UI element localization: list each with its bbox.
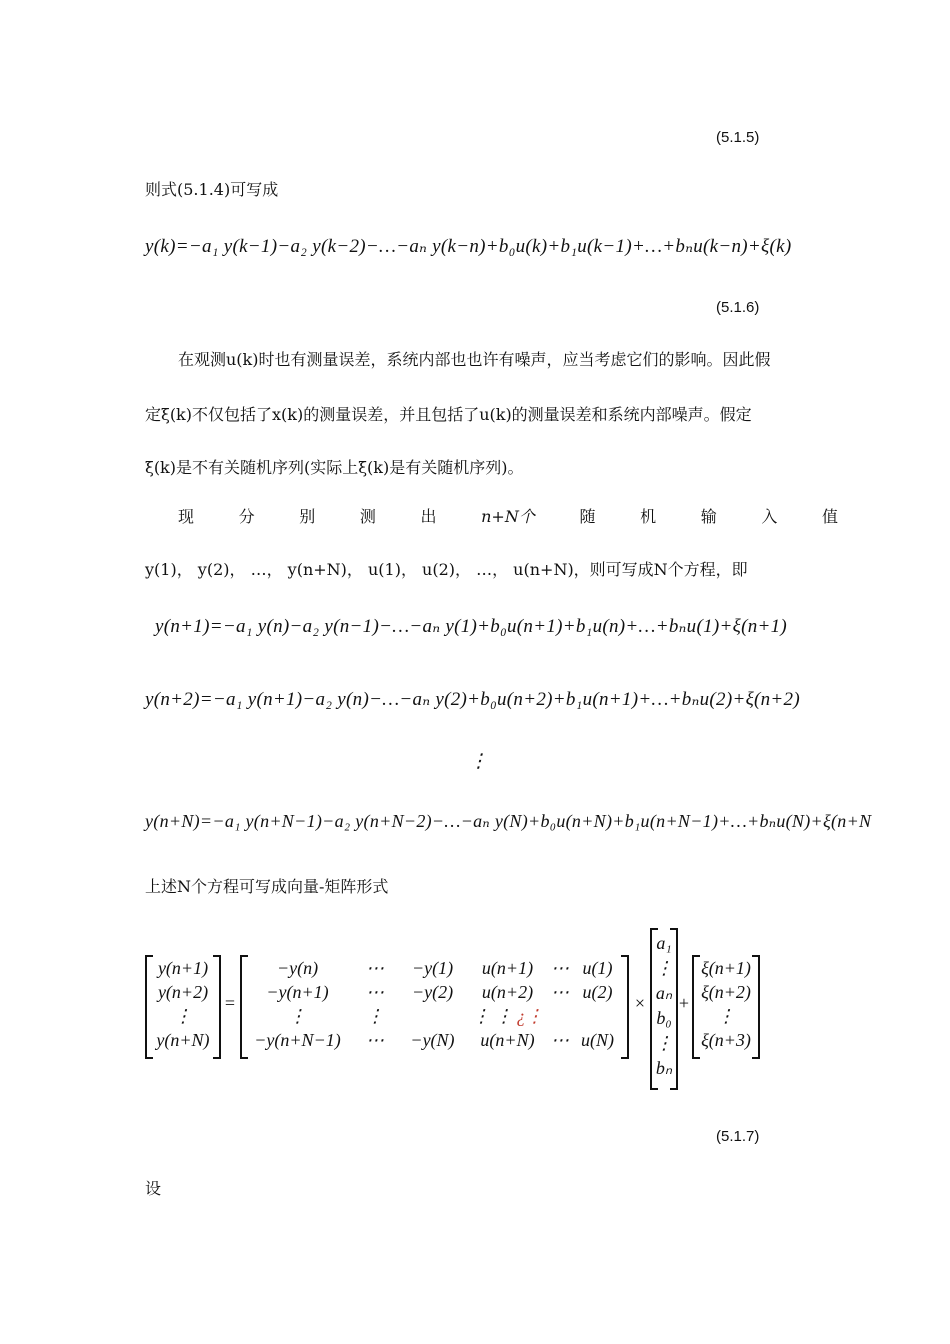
- theta-entry: ⋮: [655, 958, 673, 978]
- lhs-entry: y(n+2): [157, 982, 209, 1002]
- times-sign: ×: [634, 993, 646, 1013]
- paragraph-line-2: 定ξ(k)不仅包括了x(k)的测量误差，并且包括了u(k)的测量误差和系统内部噪声。假定: [145, 405, 752, 424]
- lhs-right-bracket: [213, 955, 221, 1059]
- spread-word: 测: [359, 507, 376, 526]
- theta-right-bracket: [670, 928, 678, 1090]
- vertical-ellipsis: ⋮: [469, 751, 489, 772]
- spread-word: n+N个: [481, 507, 535, 526]
- equation-row-2: y(n+2)=−a₁ y(n+1)−a₂ y(n)−…−aₙ y(2)+b₀u(n+2)+b₁u(n+1)+…+bₙu(2)+ξ(n+2): [145, 689, 800, 710]
- plus-sign: +: [678, 993, 690, 1013]
- matrix-cell: −y(N): [410, 1030, 455, 1050]
- lhs-entry: y(n+N): [156, 1030, 210, 1050]
- noise-entry: ξ(n+3): [701, 1030, 751, 1050]
- noise-entry: ξ(n+1): [701, 958, 751, 978]
- matrix-cell: ⋯: [551, 958, 569, 978]
- intro-line: 则式(5.1.4)可写成: [145, 180, 279, 199]
- spread-word: 分: [238, 507, 255, 526]
- noise-entry: ξ(n+2): [701, 982, 751, 1002]
- matrix-cell: −y(n+N−1): [254, 1030, 341, 1050]
- equation-number-5-1-7: (5.1.7): [716, 1128, 760, 1145]
- matrix-cell: ⋯: [366, 958, 384, 978]
- spread-word: 现: [178, 507, 195, 526]
- spread-word: 入: [761, 507, 778, 526]
- spread-word: 出: [420, 507, 437, 526]
- theta-left-bracket: [650, 928, 658, 1090]
- matrix-right-bracket: [621, 955, 629, 1059]
- matrix-cell: u(n+1): [481, 958, 534, 978]
- last-line: 设: [145, 1179, 162, 1198]
- matrix-cell: −y(n): [276, 958, 319, 978]
- matrix-cell: ⋯: [551, 982, 569, 1002]
- lhs-left-bracket: [145, 955, 153, 1059]
- matrix-cell: u(n+2): [481, 982, 534, 1002]
- matrix-intro: 上述N个方程可写成向量-矩阵形式: [145, 877, 389, 896]
- matrix-cell: u(1): [582, 958, 613, 978]
- theta-entry: bₙ: [655, 1058, 673, 1078]
- equation-number-5-1-6: (5.1.6): [716, 299, 760, 316]
- equals-sign: =: [224, 993, 236, 1013]
- matrix-cell: ¿⋮: [516, 1006, 544, 1026]
- spread-word: 随: [579, 507, 596, 526]
- paragraph-line-3: ξ(k)是不有关随机序列(实际上ξ(k)是有关随机序列)。: [145, 458, 524, 477]
- lhs-entry: ⋮: [174, 1006, 192, 1026]
- spread-word: 别: [299, 507, 316, 526]
- theta-entry: aₙ: [655, 983, 673, 1003]
- matrix-cell: u(N): [581, 1030, 614, 1050]
- matrix-cell: ⋮ ⋮: [472, 1006, 513, 1026]
- matrix-cell: ⋮: [366, 1006, 384, 1026]
- noise-entry: ⋮: [717, 1006, 735, 1026]
- noise-right-bracket: [752, 955, 760, 1059]
- matrix-cell: ⋯: [551, 1030, 569, 1050]
- matrix-cell: ⋯: [366, 982, 384, 1002]
- spread-word: 机: [640, 507, 657, 526]
- lhs-entry: y(n+1): [157, 958, 209, 978]
- matrix-cell: −y(1): [411, 958, 454, 978]
- matrix-cell: −y(2): [411, 982, 454, 1002]
- matrix-cell: u(n+N): [480, 1030, 535, 1050]
- main-equation: y(k)=−a₁ y(k−1)−a₂ y(k−2)−…−aₙ y(k−n)+b₀u(k)+b₁u(k−1)+…+bₙu(k−n)+ξ(k): [145, 236, 792, 257]
- justified-line: [178, 504, 838, 527]
- theta-entry: a₁: [656, 933, 672, 953]
- paragraph-line-1: 在观测u(k)时也有测量误差，系统内部也也许有噪声，应当考虑它们的影响。因此假: [178, 350, 771, 369]
- spread-word: 输: [700, 507, 717, 526]
- theta-entry: ⋮: [655, 1033, 673, 1053]
- theta-entry: b₀: [656, 1008, 672, 1028]
- matrix-left-bracket: [240, 955, 248, 1059]
- spread-word: 值: [821, 507, 838, 526]
- equation-row-N: y(n+N)=−a₁ y(n+N−1)−a₂ y(n+N−2)−…−aₙ y(N)+b₀u(n+N)+b₁u(n+N−1)+…+bₙu(N)+ξ(n+N: [145, 811, 872, 831]
- equation-row-1: y(n+1)=−a₁ y(n)−a₂ y(n−1)−…−aₙ y(1)+b₀u(n+1)+b₁u(n)+…+bₙu(1)+ξ(n+1): [155, 616, 788, 637]
- paragraph-line-5: y(1)， y(2)， …， y(n+N)， u(1)， u(2)， …， u(n+N)，则可写成N个方程，即: [145, 560, 748, 579]
- matrix-cell: ⋮: [288, 1006, 307, 1026]
- equation-number-5-1-5: (5.1.5): [716, 129, 760, 146]
- matrix-cell: u(2): [582, 982, 613, 1002]
- noise-left-bracket: [692, 955, 700, 1059]
- matrix-cell: −y(n+1): [266, 982, 329, 1002]
- matrix-cell: ⋯: [366, 1030, 384, 1050]
